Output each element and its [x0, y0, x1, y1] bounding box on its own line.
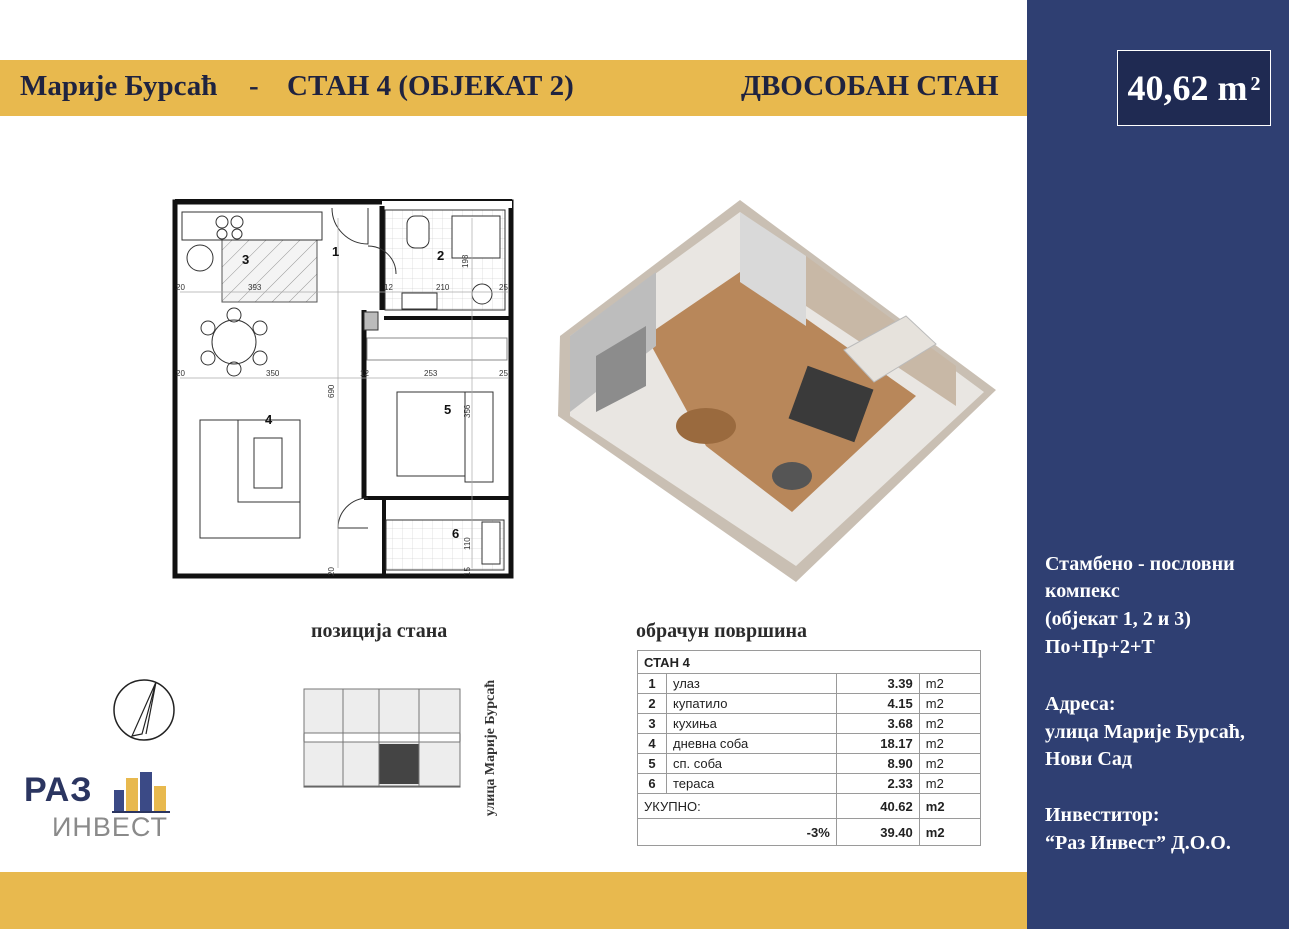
reduced-value: 39.40 [836, 819, 919, 846]
investor-label: Инвеститор: [1045, 804, 1160, 826]
table-total-row [638, 794, 981, 819]
room-name: тераса [667, 774, 837, 794]
dim-label: 110 [463, 537, 472, 550]
street-label-vertical [476, 668, 506, 828]
room-number-3: 3 [242, 252, 250, 267]
street-label-text: улица Марије Бурсаћ [483, 679, 498, 817]
table-row [638, 714, 981, 734]
room-name: кухиња [667, 714, 837, 734]
dim-label: 25 [499, 283, 508, 292]
total-area-badge [1117, 50, 1271, 126]
header-band [0, 60, 1027, 116]
table-row [638, 734, 981, 754]
apartment-position-marker [379, 744, 419, 784]
room-num: 6 [638, 774, 667, 794]
room-area: 3.68 [836, 714, 919, 734]
dim-label: 20 [327, 567, 336, 576]
room-number-2: 2 [437, 248, 445, 263]
room-name: улаз [667, 674, 837, 694]
room-unit: m2 [919, 734, 980, 754]
apartment-3d-render [556, 186, 1002, 586]
room-area: 4.15 [836, 694, 919, 714]
position-site-plan [303, 688, 463, 790]
room-name: сп. соба [667, 754, 837, 774]
reduced-unit: m2 [919, 819, 980, 846]
total-value: 40.62 [836, 794, 919, 819]
investor-name: “Раз Инвест” Д.О.О. [1045, 832, 1231, 854]
logo-buildings-icon [112, 770, 170, 814]
room-num: 2 [638, 694, 667, 714]
room-area: 3.39 [836, 674, 919, 694]
table-row [638, 674, 981, 694]
room-unit: m2 [919, 754, 980, 774]
table-row [638, 694, 981, 714]
dim-label: 393 [248, 283, 262, 292]
room-area: 18.17 [836, 734, 919, 754]
room-num: 3 [638, 714, 667, 734]
complex-line-3: (објекат 1, 2 и 3) [1045, 608, 1191, 630]
table-row [638, 774, 981, 794]
header-separator: - [249, 70, 259, 102]
table-title: СТАН 4 [638, 651, 981, 674]
total-unit: m2 [919, 794, 980, 819]
reduced-label: -3% [638, 819, 837, 846]
header-apartment: СТАН 4 (ОБЈЕКАТ 2) [287, 70, 574, 102]
dim-label: 20 [176, 369, 185, 378]
dim-label: 12 [360, 369, 369, 378]
address-label: Адреса: [1045, 693, 1116, 715]
total-area-value: 40,62 m [1127, 68, 1248, 108]
area-calculation-table [637, 650, 981, 846]
address-line-1: улица Марије Бурсаћ, [1045, 721, 1245, 743]
complex-line-4: По+Пр+2+Т [1045, 636, 1155, 658]
table-title-row [638, 651, 981, 674]
dim-label: 25 [499, 369, 508, 378]
dim-label: 350 [266, 369, 280, 378]
dim-label: 15 [463, 567, 472, 576]
north-arrow-icon [112, 678, 176, 742]
dim-label: 690 [327, 384, 336, 398]
room-num: 1 [638, 674, 667, 694]
room-name: купатило [667, 694, 837, 714]
floor-plan [172, 198, 517, 580]
logo-raz: РАЗ [24, 771, 93, 809]
logo-invest: ИНВЕСТ [52, 812, 169, 842]
dim-label: 253 [424, 369, 438, 378]
sidebar [1027, 0, 1289, 929]
total-area-unit-sup: 2 [1250, 72, 1261, 95]
room-unit: m2 [919, 674, 980, 694]
room-area: 2.33 [836, 774, 919, 794]
table-reduced-row [638, 819, 981, 846]
dim-label: 356 [463, 404, 472, 418]
address-line-2: Нови Сад [1045, 748, 1132, 770]
room-num: 5 [638, 754, 667, 774]
dim-label: 198 [461, 254, 470, 268]
position-caption: позиција стана [311, 620, 448, 642]
dim-label: 12 [384, 283, 393, 292]
room-unit: m2 [919, 694, 980, 714]
area-calc-caption: обрачун површина [636, 620, 808, 642]
table-row [638, 754, 981, 774]
room-num: 4 [638, 734, 667, 754]
room-unit: m2 [919, 714, 980, 734]
room-unit: m2 [919, 774, 980, 794]
complex-line-1: Стамбено - пословни [1045, 553, 1235, 575]
dim-label: 210 [436, 283, 450, 292]
room-number-6: 6 [452, 526, 460, 541]
footer-band [0, 872, 1027, 929]
header-street: Марије Бурсаћ [20, 70, 218, 102]
total-label: УКУПНО: [638, 794, 837, 819]
room-name: дневна соба [667, 734, 837, 754]
room-number-5: 5 [444, 402, 452, 417]
room-number-4: 4 [265, 412, 273, 427]
room-number-1: 1 [332, 244, 340, 259]
room-area: 8.90 [836, 754, 919, 774]
complex-line-2: компекс [1045, 580, 1120, 602]
header-apartment-type: ДВОСОБАН СТАН [741, 70, 999, 102]
dim-label: 20 [176, 283, 185, 292]
